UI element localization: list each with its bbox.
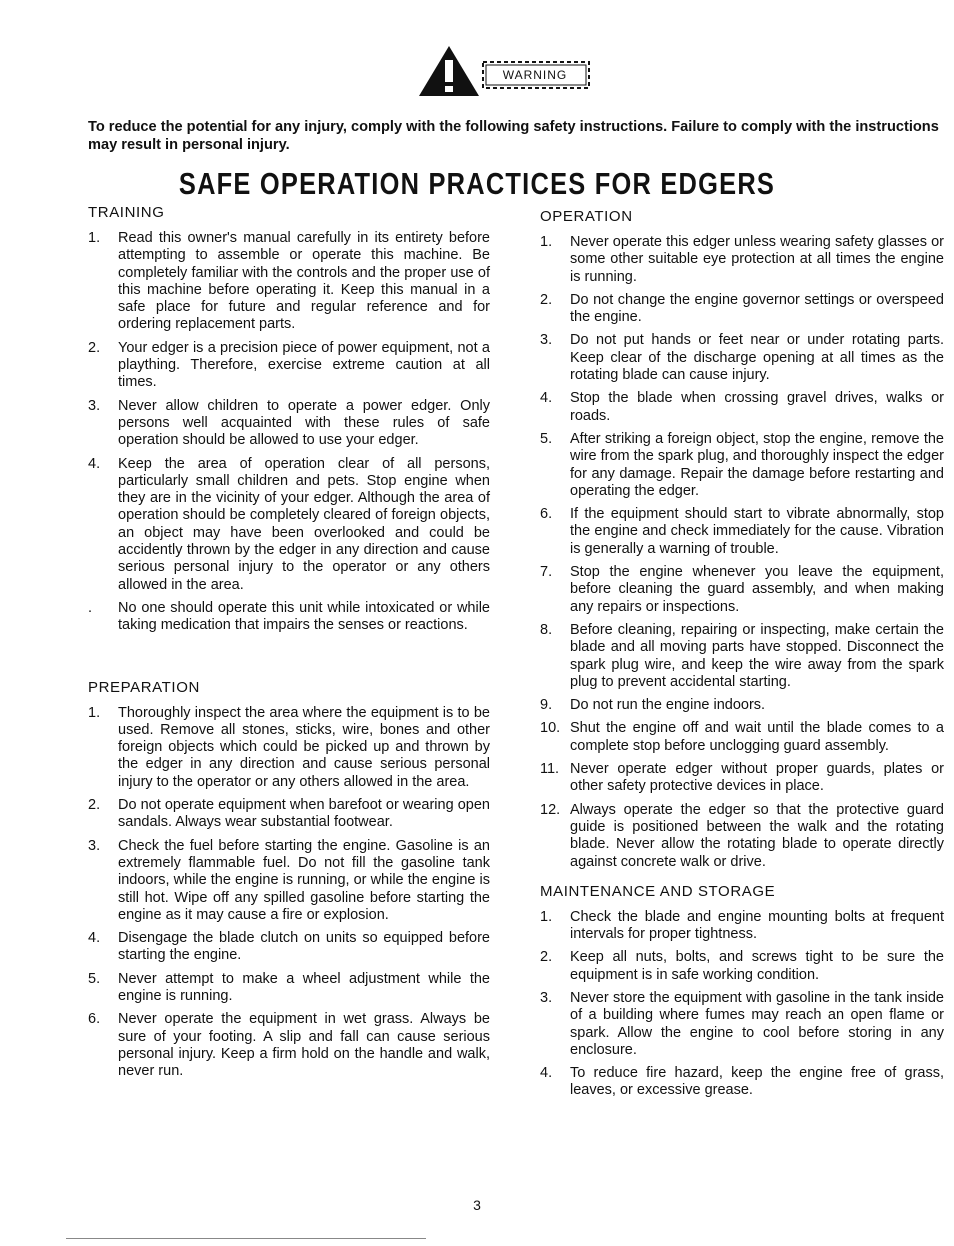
item-text: Do not operate equipment when barefoot or wearing open sandals. Always wear substantial footwear. bbox=[118, 797, 490, 831]
item-number: 2. bbox=[540, 291, 553, 308]
footer-rule bbox=[66, 1238, 426, 1239]
item-text: Do not put hands or feet near or under rotating parts. Keep clear of the discharge opening at all times as the rotating blade can cause injury. bbox=[570, 332, 944, 384]
item-number: 6. bbox=[540, 506, 553, 523]
operation-list bbox=[540, 234, 944, 871]
list-item bbox=[88, 600, 490, 635]
list-item bbox=[540, 431, 944, 500]
operation-heading: OPERATION bbox=[540, 208, 633, 225]
item-text: Before cleaning, repairing or inspecting, make certain the blade and all moving parts have stopped. Disconnect the spark plug wire, and keep the wire away from the spark plug to prevent accidental starting. bbox=[570, 621, 944, 690]
item-number: 10. bbox=[540, 720, 561, 737]
item-text: If the equipment should start to vibrate abnormally, stop the engine and check immediately for the cause. Vibration is generally a warning of trouble. bbox=[570, 506, 944, 557]
list-item bbox=[540, 990, 944, 1059]
item-text: To reduce fire hazard, keep the engine free of grass, leaves, or excessive grease. bbox=[570, 1065, 944, 1099]
preparation-list bbox=[88, 705, 490, 1081]
warning-label: WARNING bbox=[502, 68, 568, 82]
item-number: 7. bbox=[540, 564, 553, 581]
item-text: Never store the equipment with gasoline in the tank inside of a building where fumes may reach an open flame or spark. Allow the engine to cool before storing in any enclosure. bbox=[570, 989, 944, 1058]
item-text: Your edger is a precision piece of power equipment, not a plaything. Therefore, exercise extreme caution at all times. bbox=[118, 339, 490, 391]
item-text: Never allow children to operate a power edger. Only persons well acquainted with these rules of safe operation should be allowed to use your edger. bbox=[118, 397, 490, 449]
list-item bbox=[540, 949, 944, 984]
item-number: 1. bbox=[540, 908, 553, 925]
item-number: 1. bbox=[88, 230, 101, 246]
right-column bbox=[540, 208, 944, 1106]
list-item bbox=[88, 456, 490, 594]
maintenance-heading: MAINTENANCE AND STORAGE bbox=[540, 882, 776, 900]
list-item bbox=[88, 340, 490, 392]
item-text: Check the fuel before starting the engine. Gasoline is an extremely flammable fuel. Do not fill the gasoline tank indoors, while the engine is running, or while the engine is still hot. Wipe off any spilled gasoline before starting the engine as it may cause a fire or explosion. bbox=[118, 837, 490, 923]
list-item bbox=[540, 332, 944, 384]
list-item bbox=[540, 1065, 944, 1100]
page-title: SAFE OPERATION PRACTICES FOR EDGERS bbox=[178, 166, 776, 201]
list-item bbox=[540, 564, 944, 616]
list-item bbox=[540, 802, 944, 871]
item-number: 5. bbox=[88, 970, 101, 987]
item-number: 4. bbox=[88, 455, 101, 472]
item-number: 8. bbox=[540, 621, 553, 638]
item-text: No one should operate this unit while intoxicated or while taking medication that impairs the senses or reactions. bbox=[118, 599, 490, 634]
item-text: Never operate edger without proper guards, plates or other safety protective devices in place. bbox=[570, 761, 944, 795]
item-text: Keep all nuts, bolts, and screws tight to be sure the equipment is in safe working condition. bbox=[570, 949, 944, 983]
list-item bbox=[540, 622, 944, 691]
item-number: 4. bbox=[540, 1065, 553, 1082]
list-item bbox=[88, 971, 490, 1006]
item-text: Stop the blade when crossing gravel drives, walks or roads. bbox=[570, 390, 944, 424]
item-text: Stop the engine whenever you leave the equipment, before cleaning the guard assembly, and when making any repairs or inspections. bbox=[570, 564, 944, 615]
item-text: Thoroughly inspect the area where the equipment is to be used. Remove all stones, sticks, wire, bones and other foreign objects which could be picked up and thrown by the edger in any direction and cause serious personal injury to the operator or any others allowed in the area. bbox=[118, 704, 490, 790]
list-item bbox=[88, 1011, 490, 1080]
item-text: Do not run the engine indoors. bbox=[570, 697, 766, 714]
item-number: 3. bbox=[88, 397, 101, 414]
item-text: Do not change the engine governor settings or overspeed the engine. bbox=[570, 291, 944, 326]
item-text: Disengage the blade clutch on units so equipped before starting the engine. bbox=[118, 930, 490, 964]
item-number: 4. bbox=[88, 930, 101, 947]
item-text: Keep the area of operation clear of all persons, particularly small children and pets. Stop engine when they are in the vicinity of your edger. Although the area of operation should be completely cleared of foreign objects, an object may have been overlooked and could be accidently thrown by the edger in any direction and cause serious personal injury to the operator or any others allowed in the area. bbox=[118, 455, 490, 593]
item-text: After striking a foreign object, stop the engine, remove the wire from the spark plug, and thoroughly inspect the edger for any damage. Repair the damage before restarting and operating the edger. bbox=[570, 430, 944, 499]
list-item bbox=[540, 506, 944, 558]
item-number: 12. bbox=[540, 801, 561, 818]
list-item bbox=[540, 761, 944, 796]
item-number: 5. bbox=[540, 430, 553, 447]
item-number: 1. bbox=[540, 234, 553, 250]
intro-text: To reduce the potential for any injury, comply with the following safety instructions. Failure to comply with the instructions may result in personal injury. bbox=[88, 119, 939, 153]
list-item bbox=[88, 797, 490, 832]
item-text: Always operate the edger so that the protective guard guide is positioned between the walk and the rotating blade. Never allow the rotating blade to operate directly against concrete walk or drive. bbox=[570, 801, 944, 870]
item-number: 3. bbox=[540, 989, 553, 1006]
left-column bbox=[88, 204, 490, 1086]
preparation-heading: PREPARATION bbox=[88, 678, 200, 696]
list-item bbox=[540, 909, 944, 944]
item-number: 9. bbox=[540, 697, 553, 714]
item-number: 3. bbox=[88, 837, 101, 854]
item-number: 1. bbox=[88, 704, 101, 721]
item-number: 6. bbox=[88, 1011, 101, 1028]
list-item bbox=[540, 292, 944, 327]
list-item bbox=[540, 390, 944, 425]
item-number: 2. bbox=[88, 797, 101, 814]
item-number: 11. bbox=[540, 761, 560, 778]
item-text: Never operate this edger unless wearing safety glasses or some other suitable eye protection at all times the engine is running. bbox=[570, 234, 944, 285]
list-item bbox=[540, 720, 944, 755]
page-number: 3 bbox=[473, 1197, 481, 1213]
training-heading: TRAINING bbox=[88, 204, 165, 221]
item-number: 4. bbox=[540, 390, 553, 407]
warning-header bbox=[415, 44, 595, 98]
item-text: Never attempt to make a wheel adjustment while the engine is running. bbox=[118, 970, 490, 1004]
item-text: Check the blade and engine mounting bolts at frequent intervals for proper tightness. bbox=[570, 908, 944, 943]
list-item bbox=[88, 230, 490, 334]
item-text: Read this owner's manual carefully in its entirety before attempting to assemble or operate this machine. Be completely familiar with the controls and the proper use of this machine before operating it. Keep this manual in a safe place for future and regular reference and for ordering replacement parts. bbox=[118, 230, 490, 333]
training-list bbox=[88, 230, 490, 635]
item-text: Never operate the equipment in wet grass. Always be sure of your footing. A slip and fall can cause serious personal injury. Keep a firm hold on the handle and walk, never run. bbox=[118, 1011, 490, 1080]
list-item bbox=[540, 697, 944, 714]
item-number: 2. bbox=[540, 949, 553, 966]
list-item bbox=[88, 930, 490, 965]
item-text: Shut the engine off and wait until the blade comes to a complete stop before unclogging guard assembly. bbox=[570, 720, 944, 754]
list-item bbox=[88, 398, 490, 450]
list-item bbox=[540, 234, 944, 286]
item-number: 2. bbox=[88, 339, 101, 356]
maintenance-list bbox=[540, 909, 944, 1100]
item-number: . bbox=[88, 599, 93, 616]
item-number: 3. bbox=[540, 332, 553, 349]
list-item bbox=[88, 705, 490, 791]
list-item bbox=[88, 838, 490, 924]
